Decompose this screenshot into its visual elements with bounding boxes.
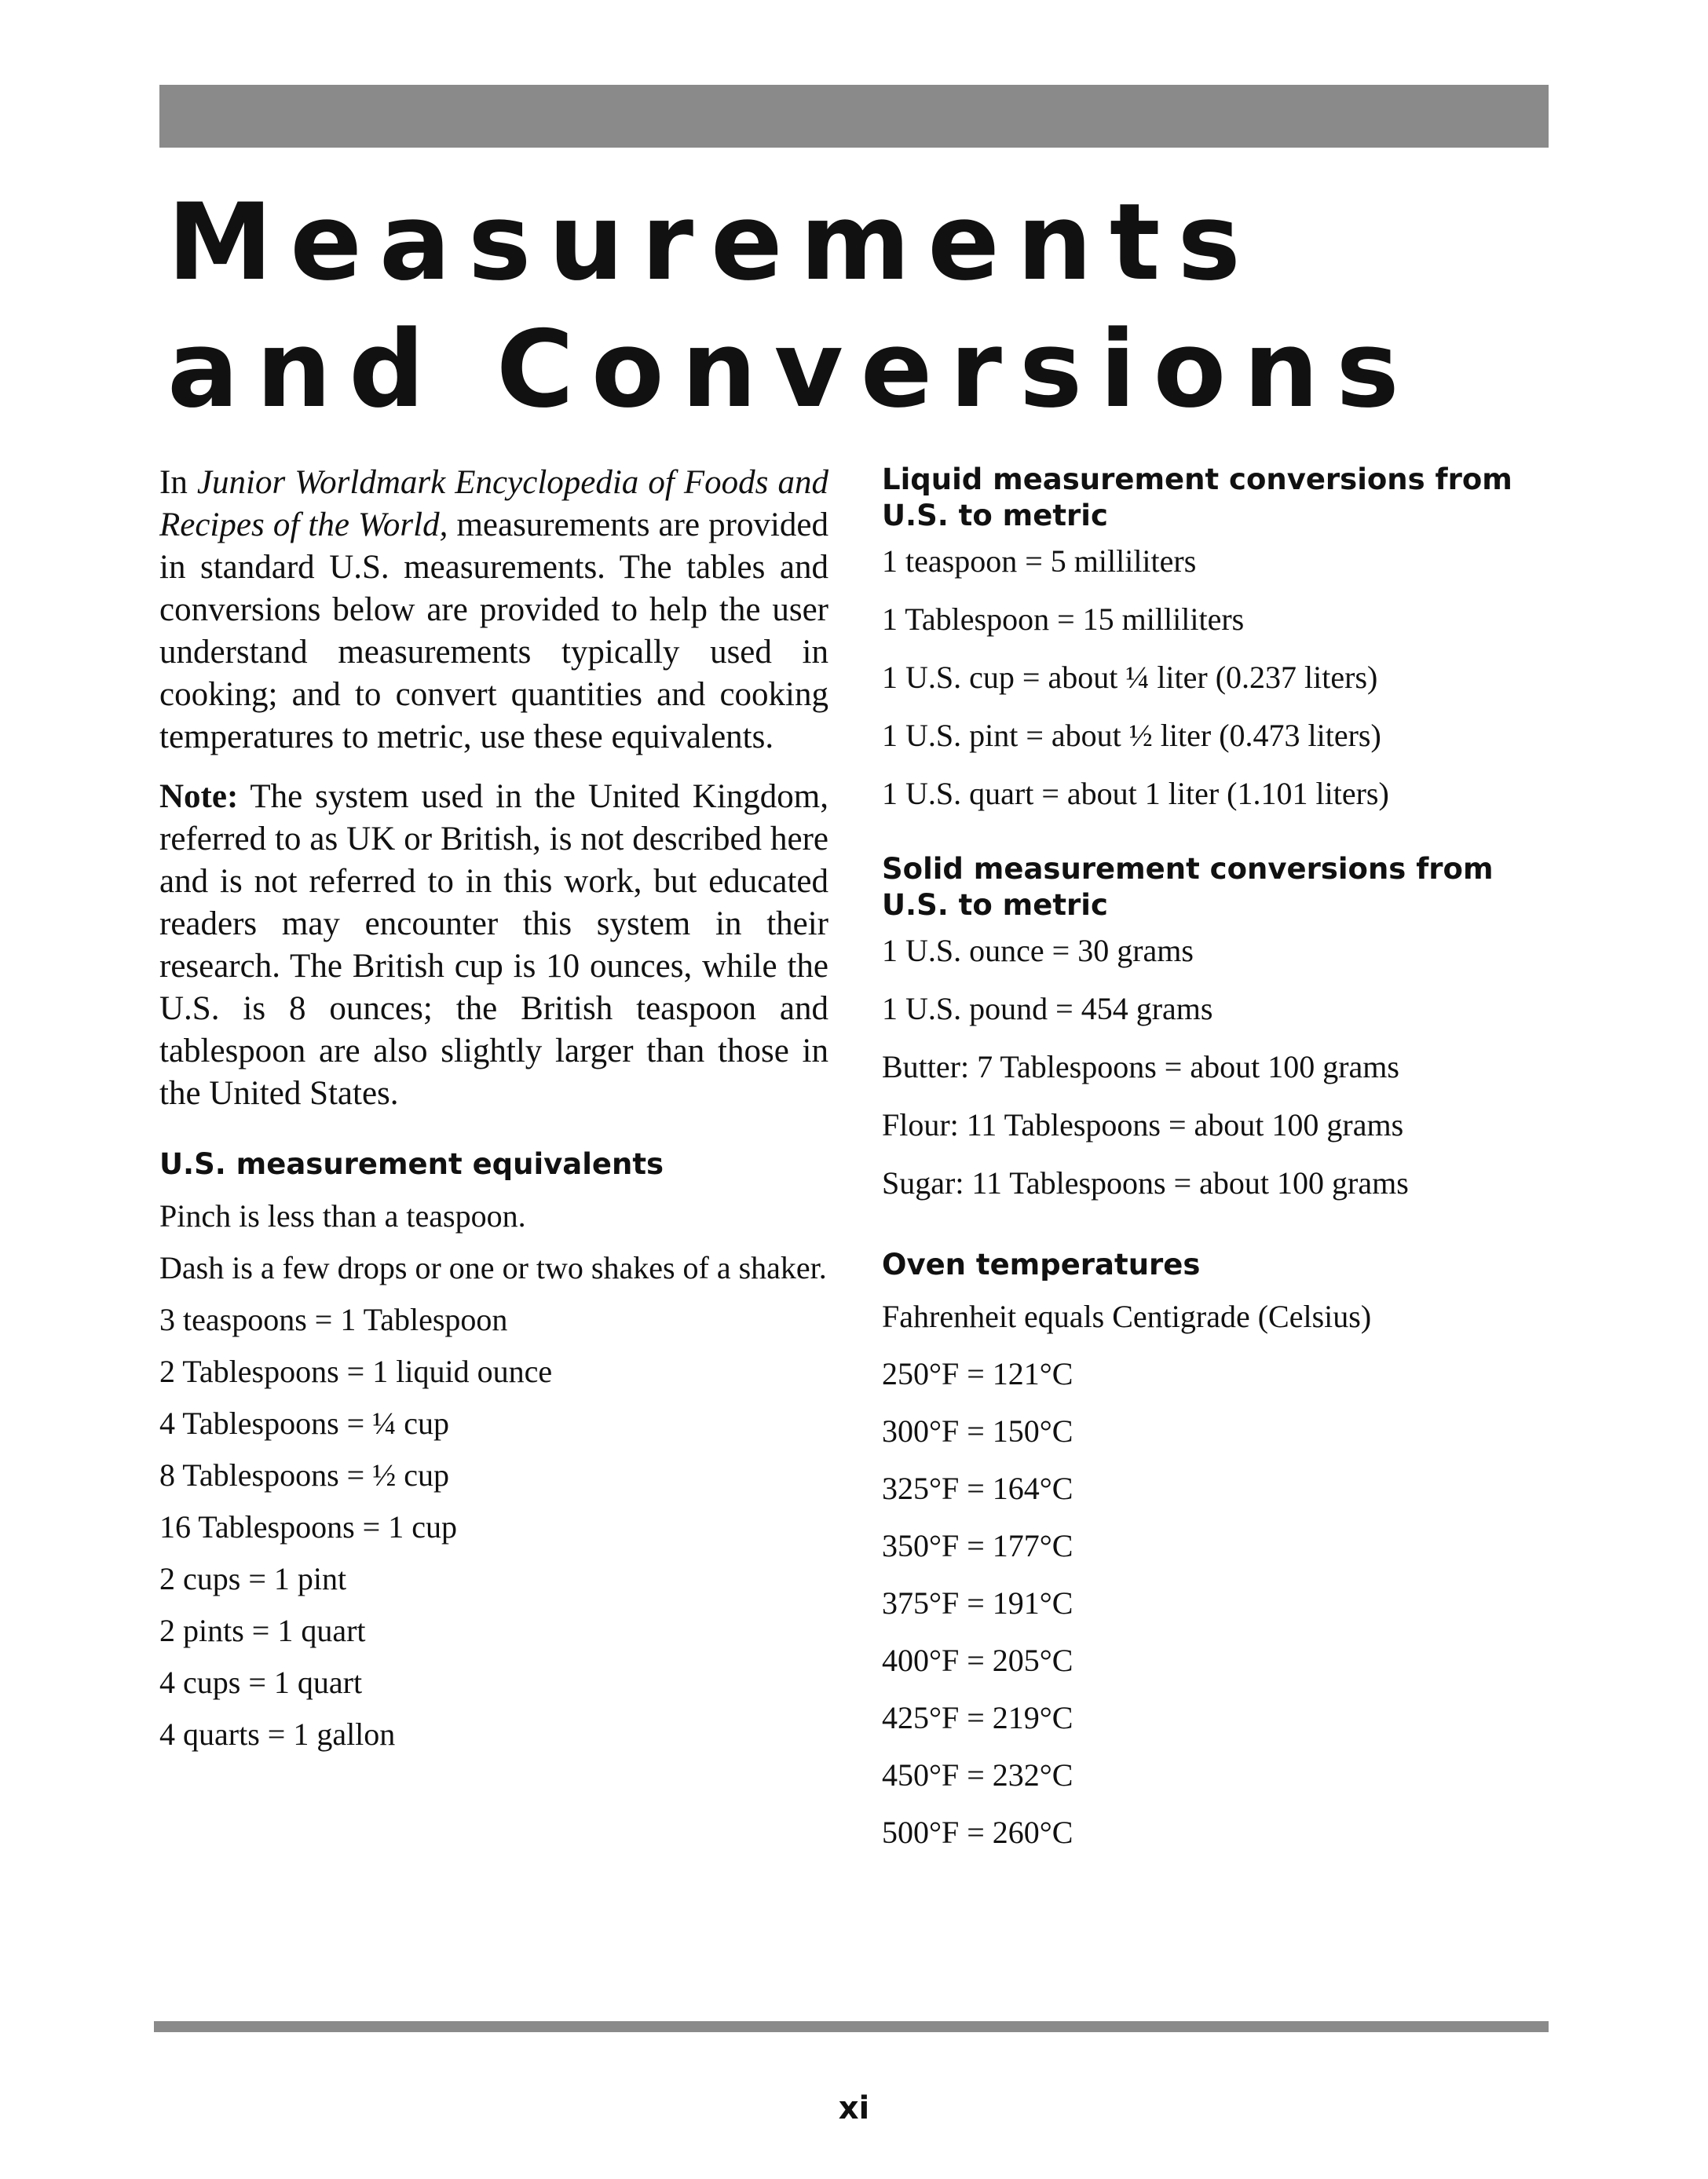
list-item: 1 U.S. pint = about ½ liter (0.473 liters) bbox=[882, 718, 1381, 753]
book-title: Junior Worldmark Encyclopedia of Foods and Recipes of the World, bbox=[159, 464, 829, 543]
list-item: 2 Tablespoons = 1 liquid ounce bbox=[159, 1354, 553, 1389]
list-item: 500°F = 260°C bbox=[882, 1815, 1073, 1850]
list-item: 250°F = 121°C bbox=[882, 1356, 1073, 1391]
list-item: 325°F = 164°C bbox=[882, 1471, 1073, 1506]
right-column bbox=[882, 462, 1549, 1870]
solid-conversions-heading: Solid measurement conversions from U.S. to metric bbox=[882, 852, 1494, 922]
list-item: 350°F = 177°C bbox=[882, 1528, 1073, 1563]
us-equivalents-list bbox=[159, 1197, 828, 1754]
list-item: 8 Tablespoons = ½ cup bbox=[159, 1457, 449, 1493]
list-item: 16 Tablespoons = 1 cup bbox=[159, 1509, 457, 1545]
list-item: 1 U.S. cup = about ¼ liter (0.237 liters) bbox=[882, 660, 1378, 695]
list-item: 375°F = 191°C bbox=[882, 1585, 1073, 1621]
list-item: Pinch is less than a teaspoon. bbox=[159, 1198, 526, 1234]
us-equivalents-heading: U.S. measurement equivalents bbox=[159, 1147, 664, 1181]
list-item: 1 U.S. pound = 454 grams bbox=[882, 991, 1213, 1026]
intro-lead: In bbox=[159, 464, 197, 501]
list-item: 4 Tablespoons = ¼ cup bbox=[159, 1406, 449, 1441]
list-item: 450°F = 232°C bbox=[882, 1757, 1073, 1793]
list-item: Fahrenheit equals Centigrade (Celsius) bbox=[882, 1299, 1372, 1334]
list-item: 300°F = 150°C bbox=[882, 1413, 1073, 1449]
list-item: Butter: 7 Tablespoons = about 100 grams bbox=[882, 1049, 1399, 1084]
liquid-conversions-list bbox=[882, 542, 1549, 813]
solid-conversions-list bbox=[882, 931, 1549, 1203]
page-title: Measurements and Conversions bbox=[167, 181, 1417, 431]
list-item: 2 pints = 1 quart bbox=[159, 1613, 366, 1648]
list-item: 1 U.S. ounce = 30 grams bbox=[882, 933, 1194, 968]
intro-paragraph bbox=[159, 462, 828, 759]
liquid-conversions-heading: Liquid measurement conversions from U.S. to metric bbox=[882, 462, 1512, 532]
list-item: 425°F = 219°C bbox=[882, 1700, 1073, 1735]
list-item: 1 teaspoon = 5 milliliters bbox=[882, 543, 1197, 579]
list-item: Sugar: 11 Tablespoons = about 100 grams bbox=[882, 1165, 1409, 1201]
list-item: Flour: 11 Tablespoons = about 100 grams bbox=[882, 1107, 1404, 1143]
list-item: 4 quarts = 1 gallon bbox=[159, 1717, 396, 1752]
note-paragraph bbox=[159, 776, 828, 1115]
oven-temperatures-heading: Oven temperatures bbox=[882, 1248, 1201, 1281]
left-column bbox=[159, 462, 828, 1767]
list-item: 1 Tablespoon = 15 milliliters bbox=[882, 601, 1245, 637]
note-text: The system used in the United Kingdom, referred to as UK or British, is not described here and is not referred to in this work, but educated readers may encounter this system in their research. The British cup is 10 ounces, while the U.S. is 8 ounces; the British teaspoon and tablespoon are also slightly larger than those in the United States. bbox=[159, 778, 828, 1112]
list-item: 1 U.S. quart = about 1 liter (1.101 liters) bbox=[882, 776, 1389, 811]
note-label: Note: bbox=[159, 778, 239, 815]
list-item: 2 cups = 1 pint bbox=[159, 1561, 347, 1596]
list-item: Dash is a few drops or one or two shakes of a shaker. bbox=[159, 1250, 827, 1285]
footer-rule bbox=[154, 2021, 1549, 2032]
oven-temperatures-list bbox=[882, 1297, 1549, 1852]
list-item: 400°F = 205°C bbox=[882, 1643, 1073, 1678]
page-number: xi bbox=[838, 2090, 870, 2126]
list-item: 3 teaspoons = 1 Tablespoon bbox=[159, 1302, 508, 1337]
header-bar bbox=[159, 85, 1549, 148]
list-item: 4 cups = 1 quart bbox=[159, 1665, 363, 1700]
intro-text: measurements are provided in standard U.S. measurements. The tables and conversions below are provided to help the user understand measurements typically used in cooking; and to convert quantities and cooking temperatures to metric, use these equivalents. bbox=[159, 506, 828, 755]
